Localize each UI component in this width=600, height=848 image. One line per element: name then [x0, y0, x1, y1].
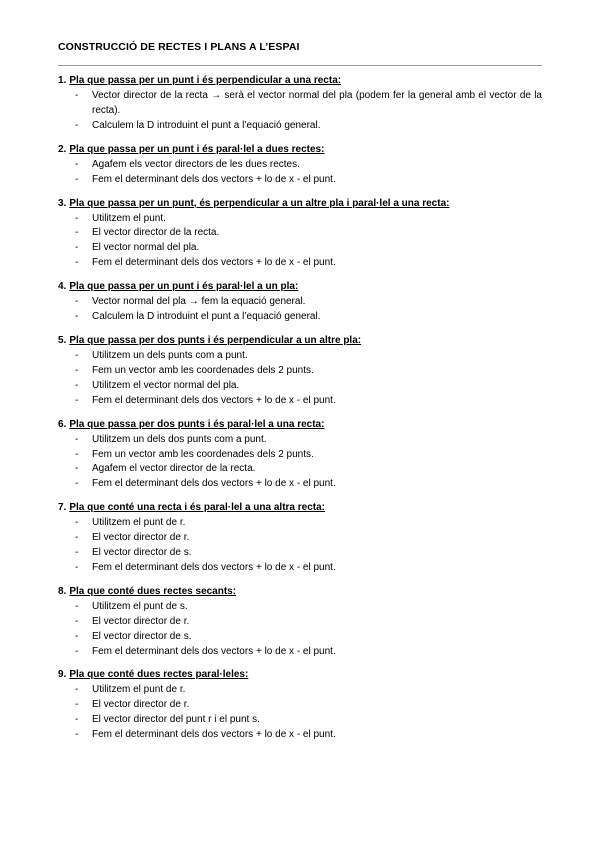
- section-item-list: [58, 683, 542, 743]
- list-item: [58, 516, 542, 531]
- section-heading-text: Pla que passa per dos punts i és perpendicular a un altre pla:: [69, 334, 362, 346]
- section-1: [58, 74, 542, 134]
- section-item-list: [58, 89, 542, 134]
- list-item-text: El vector director de r.: [92, 699, 190, 711]
- section-heading: [58, 668, 542, 681]
- list-item-text: Utilitzem un dels dos punts com a punt.: [92, 433, 267, 445]
- sections-container: [58, 74, 542, 743]
- section-2: [58, 143, 542, 188]
- list-item: [58, 364, 542, 379]
- list-item-text: El vector director de s.: [92, 630, 192, 642]
- list-item: [58, 546, 542, 561]
- section-number: 1.: [58, 75, 67, 86]
- section-heading-text: Pla que passa per un punt i és paral·lel a dues rectes:: [69, 143, 325, 155]
- list-item-text: Utilitzem un dels punts com a punt.: [92, 349, 248, 361]
- list-item-text: El vector director de r.: [92, 615, 190, 627]
- section-item-list: [58, 433, 542, 493]
- list-item: [58, 212, 542, 227]
- section-item-list: [58, 212, 542, 272]
- bullet-dash: -: [75, 379, 79, 391]
- section-number: 5.: [58, 334, 67, 346]
- section-heading: [58, 280, 542, 293]
- list-item: [58, 728, 542, 743]
- section-item-list: [58, 600, 542, 660]
- bullet-dash: -: [75, 296, 79, 308]
- list-item: [58, 379, 542, 394]
- bullet-dash: -: [75, 517, 79, 529]
- document-page: [58, 40, 542, 743]
- section-heading-text: Pla que passa per un punt i és paral·lel a un pla:: [69, 281, 299, 293]
- bullet-dash: -: [75, 212, 79, 224]
- list-item-text: El vector director de la recta.: [92, 227, 220, 239]
- section-number: 8.: [58, 585, 67, 597]
- list-item: [58, 645, 542, 660]
- list-item-text: Fem el determinant dels dos vectors + lo de x - el punt.: [92, 257, 336, 269]
- list-item-text: Vector director de la recta → serà el vector normal del pla (podem fer la general amb el vector de la recta).: [92, 90, 542, 116]
- list-item: [58, 226, 542, 241]
- bullet-dash: -: [75, 714, 79, 726]
- list-item-text: Utilitzem el punt de s.: [92, 600, 188, 612]
- list-item-text: Fem un vector amb les coordenades dels 2 punts.: [92, 364, 314, 376]
- section-item-list: [58, 295, 542, 325]
- list-item-text: El vector director de s.: [92, 547, 192, 559]
- list-item: [58, 448, 542, 463]
- bullet-dash: -: [75, 311, 79, 323]
- bullet-dash: -: [75, 532, 79, 544]
- list-item-text: Utilitzem el punt de r.: [92, 517, 186, 529]
- section-heading: [58, 143, 542, 156]
- bullet-dash: -: [75, 561, 79, 573]
- list-item-text: Fem el determinant dels dos vectors + lo de x - el punt.: [92, 729, 336, 741]
- list-item-text: Fem el determinant dels dos vectors + lo de x - el punt.: [92, 561, 336, 573]
- list-item: [58, 173, 542, 188]
- section-heading: [58, 585, 542, 598]
- section-5: [58, 334, 542, 409]
- section-heading: [58, 418, 542, 431]
- list-item: [58, 630, 542, 645]
- bullet-dash: -: [75, 433, 79, 445]
- list-item-text: Fem el determinant dels dos vectors + lo de x - el punt.: [92, 394, 336, 406]
- title-divider: [58, 65, 542, 66]
- section-number: 6.: [58, 418, 67, 430]
- bullet-dash: -: [75, 615, 79, 627]
- list-item: [58, 119, 542, 134]
- section-6: [58, 418, 542, 493]
- list-item-text: Fem el determinant dels dos vectors + lo de x - el punt.: [92, 173, 336, 185]
- bullet-dash: -: [75, 699, 79, 711]
- list-item-text: Utilitzem el punt de r.: [92, 684, 186, 696]
- list-item: [58, 256, 542, 271]
- list-item: [58, 615, 542, 630]
- section-number: 4.: [58, 281, 67, 293]
- bullet-dash: -: [75, 448, 79, 460]
- list-item: [58, 477, 542, 492]
- list-item: [58, 89, 542, 119]
- list-item: [58, 698, 542, 713]
- bullet-dash: -: [75, 547, 79, 559]
- bullet-dash: -: [75, 158, 79, 170]
- section-heading-text: Pla que conté dues rectes secants:: [69, 585, 237, 597]
- section-heading: [58, 197, 542, 210]
- section-item-list: [58, 349, 542, 409]
- list-item: [58, 241, 542, 256]
- section-heading-text: Pla que conté dues rectes paral·leles:: [69, 669, 249, 681]
- bullet-dash: -: [75, 349, 79, 361]
- list-item: [58, 561, 542, 576]
- list-item-text: El vector director del punt r i el punt s.: [92, 714, 260, 726]
- bullet-dash: -: [75, 478, 79, 490]
- list-item: [58, 394, 542, 409]
- list-item: [58, 295, 542, 310]
- list-item: [58, 683, 542, 698]
- section-heading: [58, 501, 542, 514]
- bullet-dash: -: [75, 645, 79, 657]
- list-item: [58, 349, 542, 364]
- bullet-dash: -: [75, 630, 79, 642]
- list-item: [58, 310, 542, 325]
- list-item-text: Agafem el vector director de la recta.: [92, 463, 256, 475]
- section-number: 7.: [58, 502, 67, 514]
- list-item: [58, 531, 542, 546]
- document-title: CONSTRUCCIÓ DE RECTES I PLANS A L’ESPAI: [58, 41, 300, 53]
- section-number: 3.: [58, 197, 67, 209]
- section-heading-text: Pla que passa per un punt, és perpendicular a un altre pla i paral·lel a una recta:: [69, 197, 450, 209]
- list-item-text: Fem el determinant dels dos vectors + lo de x - el punt.: [92, 478, 336, 490]
- bullet-dash: -: [75, 600, 79, 612]
- bullet-dash: -: [75, 729, 79, 741]
- list-item-text: Calculem la D introduint el punt a l’equació general.: [92, 119, 321, 131]
- section-number: 9.: [58, 669, 67, 681]
- section-heading-text: Pla que passa per un punt i és perpendicular a una recta:: [69, 75, 342, 86]
- bullet-dash: -: [75, 463, 79, 475]
- list-item: [58, 713, 542, 728]
- list-item: [58, 158, 542, 173]
- list-item: [58, 462, 542, 477]
- bullet-dash: -: [75, 242, 79, 254]
- section-heading: [58, 74, 542, 87]
- section-number: 2.: [58, 143, 67, 155]
- bullet-dash: -: [75, 684, 79, 696]
- list-item-text: El vector director de r.: [92, 532, 190, 544]
- bullet-dash: -: [75, 227, 79, 239]
- list-item-text: Agafem els vector directors de les dues rectes.: [92, 158, 300, 170]
- list-item-text: El vector normal del pla.: [92, 242, 200, 254]
- bullet-dash: -: [75, 257, 79, 269]
- list-item: [58, 433, 542, 448]
- list-item-text: Utilitzem el punt.: [92, 212, 166, 224]
- bullet-dash: -: [75, 394, 79, 406]
- list-item-text: Calculem la D introduint el punt a l’equació general.: [92, 311, 321, 323]
- section-heading-text: Pla que passa per dos punts i és paral·lel a una recta:: [69, 418, 325, 430]
- section-item-list: [58, 158, 542, 188]
- section-3: [58, 197, 542, 272]
- section-7: [58, 501, 542, 576]
- list-item-text: Vector normal del pla → fem la equació general.: [92, 296, 306, 308]
- section-heading-text: Pla que conté una recta i és paral·lel a una altra recta:: [69, 502, 325, 514]
- bullet-dash: -: [75, 119, 79, 131]
- section-8: [58, 585, 542, 660]
- bullet-dash: -: [75, 364, 79, 376]
- section-heading: [58, 334, 542, 347]
- bullet-dash: -: [75, 173, 79, 185]
- bullet-dash: -: [75, 90, 79, 101]
- list-item: [58, 600, 542, 615]
- list-item-text: Utilitzem el vector normal del pla.: [92, 379, 240, 391]
- section-item-list: [58, 516, 542, 576]
- section-9: [58, 668, 542, 743]
- list-item-text: Fem un vector amb les coordenades dels 2 punts.: [92, 448, 314, 460]
- section-4: [58, 280, 542, 325]
- list-item-text: Fem el determinant dels dos vectors + lo de x - el punt.: [92, 645, 336, 657]
